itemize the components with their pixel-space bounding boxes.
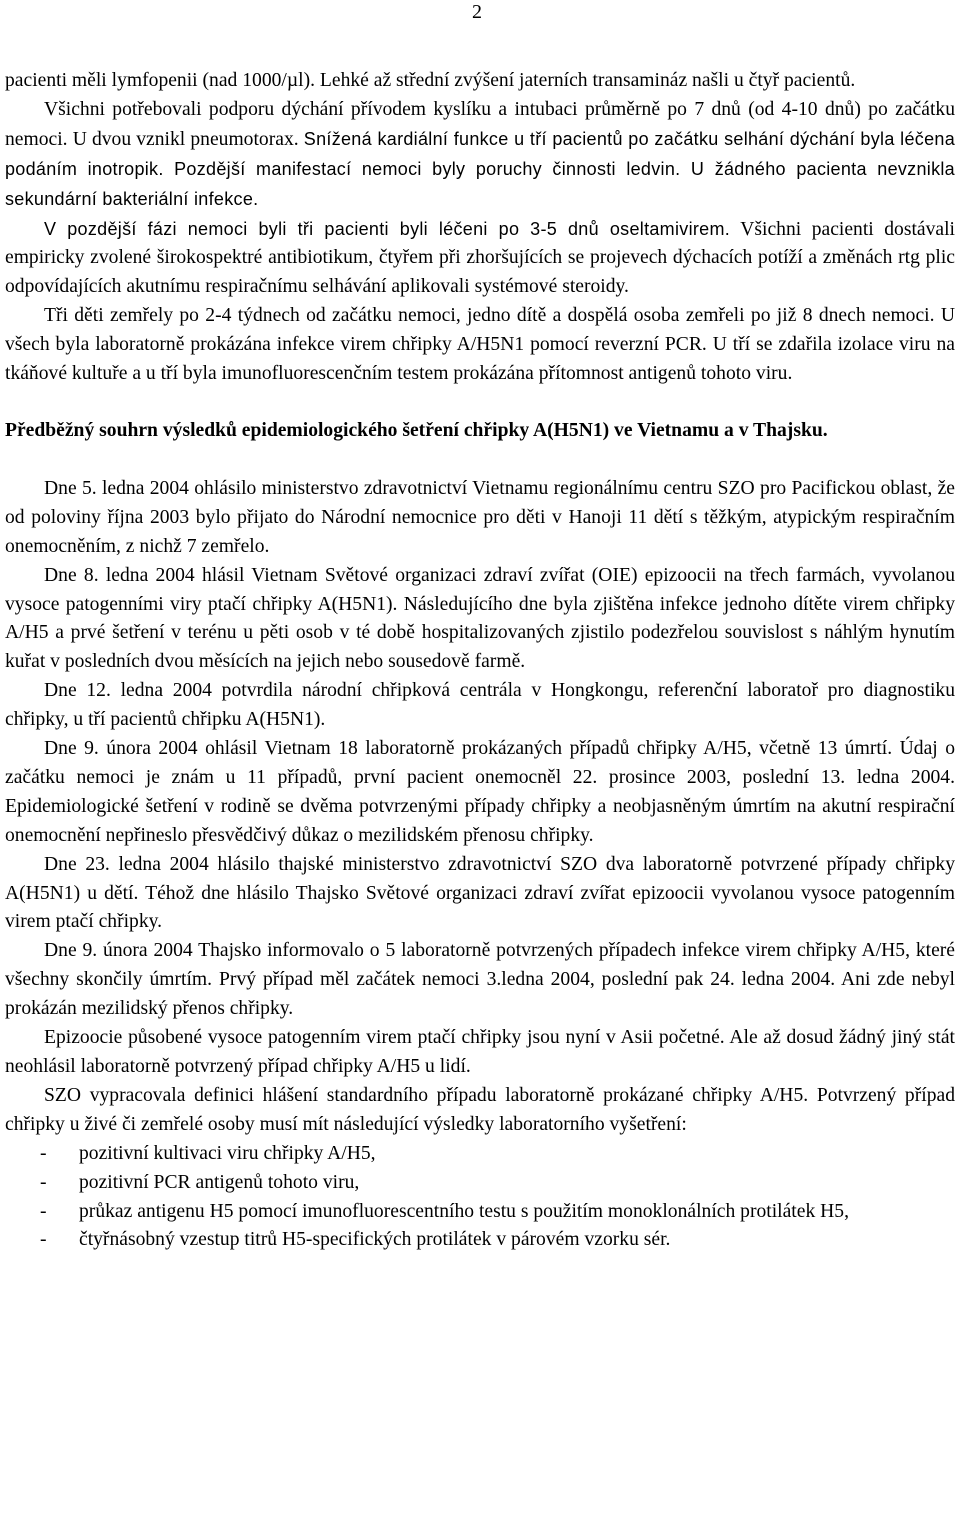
list-dash: - <box>40 1142 47 1164</box>
list-item-text: pozitivní PCR antigenů tohoto viru, <box>79 1171 360 1193</box>
paragraph-epizootics: Epizoocie působené vysoce patogenním virem ptačí chřipky jsou nyní v Asii početné. Ale až dosud žádný jiný stát neohlásil laboratorně potvrzený případ chřipky A/H5 u lidí. <box>5 1027 955 1077</box>
lab-results-list <box>5 1140 955 1256</box>
paragraph-treatment <box>5 215 955 303</box>
list-dash: - <box>40 1229 47 1251</box>
paragraph-vietnam-jan5: Dne 5. ledna 2004 ohlásilo ministerstvo zdravotnictví Vietnamu regionálnímu centru SZO pro Pacifickou oblast, že od poloviny října 2003 bylo přijato do Národní nemocnice pro děti v Hanoji 11 dětí s těžkým, atypickým respiračním onemocněním, z nichž 7 zemřelo. <box>5 477 955 557</box>
paragraph-vietnam-jan8: Dne 8. ledna 2004 hlásil Vietnam Světové organizaci zdraví zvířat (OIE) epizoocii na třech farmách, vyvolanou vysoce patogenními viry ptačí chřipky A(H5N1). Následujícího dne byla zjištěna infekce jednoho dítěte virem chřipky A/H5 a prvé šetření v terénu u pěti osob v té době hospitalizovaných zjistilo podezřelou souvislost s náhlým hynutím kuřat v posledních dvou měsících na jejich nebo sousedově farmě. <box>5 564 955 673</box>
paragraph-thailand-feb9: Dne 9. února 2004 Thajsko informovalo o 5 laboratorně potvrzených případech infekce virem chřipky A/H5, které všechny skončily úmrtím. Prvý případ měl začátek nemoci 3.ledna 2004, poslední pak 24. ledna 2004. Ani zde nebyl prokázán mezilidský přenos chřipky. <box>5 940 955 1020</box>
list-dash: - <box>40 1171 47 1193</box>
document-body <box>5 67 955 1255</box>
list-item-text: čtyřnásobný vzestup titrů H5-specifických protilátek v párovém vzorku sér. <box>79 1229 671 1251</box>
paragraph-ventilation-sans: Snížená kardiální funkce u tří pacientů po začátku selhání dýchání byla léčena podáním inotropik. Pozdější manifestací nemoci byly poruchy činnosti ledvin. U žádného pacienta nevznikla sekundární bakteriální infekce. <box>5 128 956 209</box>
paragraph-deaths: Tři děti zemřely po 2-4 týdnech od začátku nemoci, jedno dítě a dospělá osoba zemřeli po již 8 dnech nemoci. U všech byla laboratorně prokázána infekce virem chřipky A/H5N1 pomocí reverzní PCR. U tří se zdařila izolace viru na tkáňové kultuře a u tří byla imunofluorescenčním testem prokázána přítomnost antigenů tohoto viru. <box>5 305 955 385</box>
list-item <box>5 1226 955 1255</box>
paragraph-ventilation-serif: Všichni potřebovali podporu dýchání přívodem kyslíku a intubaci průměrně po 7 dnů (od 4-10 dnů) po začátku nemoci. U dvou vznikl pneumotorax. <box>5 98 955 150</box>
list-item <box>5 1140 955 1169</box>
list-item <box>5 1169 955 1198</box>
page-number: 2 <box>472 1 482 23</box>
list-dash: - <box>40 1200 47 1222</box>
paragraph-ventilation <box>5 96 955 215</box>
paragraph-treatment-serif: Všichni pacienti dostávali empiricky zvolené širokospektré antibiotikum, čtyřem při zhoršujících se projevech dýchacích potíží a změnách rtg plic odpovídajících akutnímu respiračnímu selhávání aplikovali systémové steroidy. <box>5 218 955 298</box>
section-heading: Předběžný souhrn výsledků epidemiologického šetření chřipky A(H5N1) ve Vietnamu a v Thajsku. <box>5 419 828 441</box>
list-item-text: průkaz antigenu H5 pomocí imunofluorescentního testu s použitím monoklonálních protilátek H5, <box>79 1200 849 1222</box>
paragraph-thailand-jan23: Dne 23. ledna 2004 hlásilo thajské ministerstvo zdravotnictví SZO dva laboratorně potvrzené případy chřipky A(H5N1) u dětí. Téhož dne hlásilo Thajsko Světové organizaci zdraví zvířat epizoocii vyvolanou vysoce patogenním virem ptačí chřipky. <box>5 853 955 933</box>
list-item <box>5 1198 955 1227</box>
paragraph-lymphopenia: pacienti měli lymfopenii (nad 1000/µl). Lehké až střední zvýšení jaterních transamináz našli u čtyř pacientů. <box>5 70 856 91</box>
paragraph-vietnam-feb9: Dne 9. února 2004 ohlásil Vietnam 18 laboratorně prokázaných případů chřipky A/H5, včetně 13 úmrtí. Údaj o začátku nemoci je znám u 11 případů, první pacient onemocněl 22. prosince 2003, poslední 13. ledna 2004. Epidemiologické šetření v rodině se dvěma potvrzenými případy chřipky a neobjasněným úmrtím na akutní respirační onemocnění nepřineslo přesvědčivý důkaz o mezilidském přenosu chřipky. <box>5 738 955 846</box>
paragraph-hongkong-jan12: Dne 12. ledna 2004 potvrdila národní chřipková centrála v Hongkongu, referenční laboratoř pro diagnostiku chřipky, u tří pacientů chřipku A(H5N1). <box>5 680 955 731</box>
list-item-text: pozitivní kultivaci viru chřipky A/H5, <box>79 1142 376 1164</box>
paragraph-treatment-sans: V pozdější fázi nemoci byli tři pacienti byli léčeni po 3-5 dnů oseltamivirem. <box>44 218 731 239</box>
paragraph-who-definition: SZO vypracovala definici hlášení standardního případu laboratorně prokázané chřipky A/H5. Potvrzený případ chřipky u živé či zemřelé osoby musí mít následující výsledky laboratorního vyšetření: <box>5 1084 955 1135</box>
